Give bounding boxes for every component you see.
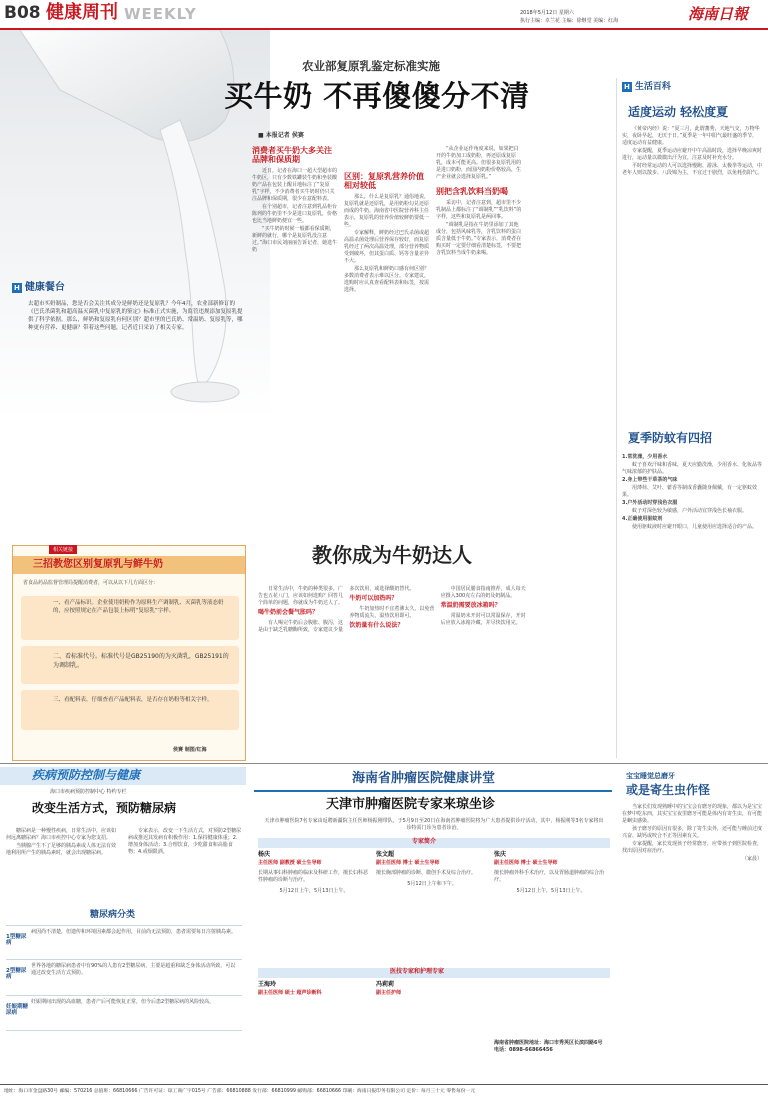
byline: ■ 本报记者 侯赛 [258, 132, 304, 139]
editors: 执行主编：卓兰花 主编：徐继堂 美编：红海 [520, 18, 619, 24]
hk-logo-icon: H [14, 283, 20, 292]
canteen-tag [12, 282, 65, 294]
paragraph: 平时经常运动的人可以选择慢跑、游泳、太极拳等运动，中老年人则以散步、八段锦为主，不宜过于剧烈，以免耗伤阳气。 [622, 163, 763, 176]
paragraph: 那么，什么是复原乳？通俗地说，复原乳就是还原乳，是用奶粉勾兑还原而成的牛奶。海南省中医院营养科主任表示，复原乳的营养价值较鲜奶要低一些。 [344, 194, 430, 229]
footer-rule [0, 1084, 768, 1085]
milk-expert-subhead: 常温奶需要放冰箱吗？ [440, 602, 501, 609]
sidebar-article3-title: 或是寄生虫作怪 [626, 783, 711, 797]
paragraph: 用薄荷、艾叶、藿香等制成香囊随身佩戴，有一定驱蚊效果。 [622, 485, 758, 498]
expert-time: 5月12日上午和下午。 [407, 880, 457, 887]
staff-title: 副主任医师 硕士 超声诊断科 [258, 989, 322, 996]
paragraph: 专家提醒，家长发现孩子经常磨牙，应带孩子到医院检查，找出原因对症治疗。 [622, 841, 763, 854]
column-b [344, 146, 430, 295]
staff-name: 冯莉莉 [376, 981, 395, 988]
tips-item-3-text: 三、看配料表。仔细查看产品配料表，是否存在奶粉等相关字样。 [53, 697, 213, 703]
paragraph: 孩子磨牙的原因有很多，除了寄生虫外，还可能与睡前过度兴奋、缺钙或咬合不正等因素有关。 [622, 826, 763, 839]
diabetes-table [6, 925, 242, 1031]
column-c [436, 146, 522, 258]
paragraph: 日常生活中，牛奶的种类很多，广告也五花八门，应该如何选购？回答几个简单的问题，你就成为牛奶达人了。 [258, 586, 344, 606]
milk-expert-subhead: 牛奶可以加热吗？ [349, 595, 398, 602]
tips-tag: 相关链接 [49, 545, 77, 554]
table-row [6, 959, 242, 995]
paragraph: 1.常洗澡，少用香水 [622, 454, 668, 460]
expert-card-2 [376, 852, 488, 888]
hk-logo-icon: H [624, 83, 630, 92]
expert-title: 副主任医师 博士 硕士生导师 [376, 859, 440, 866]
column-a-subhead: 消费者买牛奶大多关注品牌和保质期 [252, 146, 332, 165]
tumor-contact: 海南省肿瘤医院地址：海口市秀英区长滨四路6号 电话：0898-66866456 [494, 1040, 603, 1053]
section-rule [0, 763, 768, 764]
issue-date: 2018年5月12日 星期六 [520, 10, 574, 16]
expert-name: 杨庆 [258, 851, 271, 858]
weekly-label: WEEKLY [124, 5, 197, 23]
expert-card-3 [494, 852, 608, 895]
expert-name: 张文超 [376, 851, 395, 858]
paragraph: 4.正确使用驱蚊剂 [622, 516, 663, 522]
diabetes-title: 改变生活方式，预防糖尿病 [32, 801, 177, 815]
diabetes-banner-title: 疾病预防控制与健康 [32, 768, 141, 782]
tips-title: 三招教您区别复原乳与鲜牛奶 [33, 559, 163, 570]
paragraph: 蚊子对深色较为敏感，户外活动宜穿浅色长袖衣服。 [632, 508, 748, 514]
expert-desc: 擅长肿瘤外科手术治疗，以及胃肠道肿瘤的综合治疗。 [494, 869, 605, 883]
canteen-tag-label: 健康餐台 [24, 282, 65, 293]
paragraph: 当胰腺产生不了足够的胰岛素或人体无法有效地利用所产生的胰岛素时，就会出现糖尿病。 [6, 843, 117, 856]
table-row-desc: 病因尚不清楚，但遗传和环境因素都会起作用，目前尚无法预防，患者需要每日注射胰岛素。 [31, 929, 237, 935]
canteen-intro: 去超市买奶制品，您是否会关注其成分是鲜奶还是复原乳？今年4月，农业部新修订的《巴氏杀菌乳和超高温灭菌乳中复原乳的鉴定》标准正式实施，为监管违规添加复原乳提供了科学依据。那么，鲜奶和复原乳有何区别？超市里的巴氏奶、常温奶、复原乳等，哪种更有营养、更健康？带着这些问题，记者近日采访了相关专家。 [28, 301, 243, 331]
staff-name: 王海玲 [258, 981, 277, 988]
tips-item-1-text: 一、看产品标识。企业使用奶粉作为原料生产调制乳、灭菌乳等液态奶的，应按照规定在产品包装上标明“复原乳”字样。 [53, 600, 224, 614]
tumor-title: 天津市肿瘤医院专家来琼坐诊 [326, 797, 496, 812]
diabetes-sub: 海口市疾病预防控制中心 特约专栏 [50, 789, 127, 795]
footer-text: 地址：海口市金盘路30号 邮编：570216 总值班：66810666 广告许可证：琼工商广字015号 广告部：66810888 发行部：66810999 邮购部：66810666 印刷：海南日报印务有限公司 定价：每月三十元 零售每份一元 [4, 1089, 476, 1094]
tips-item-2-text: 二、看标准代号。标准代号是GB25190的为灭菌乳，GB25191的为调制乳。 [53, 653, 229, 669]
paragraph: 牛奶加热时不宜煮沸太久，以免营养物质流失，温热饮用即可。 [349, 605, 435, 619]
paragraph: 《黄帝内经》说：“夏三月，此谓蕃秀，天地气交，万物华实，夜卧早起，无厌于日。”夏季是一年中阳气最旺盛的季节，适度运动有益健康。 [622, 126, 760, 146]
staff-bar-title: 医技专家和护理专家 [390, 968, 445, 975]
paragraph: 采访中，记者注意到，超市里不少乳制品上都标注了“调制乳”“乳饮料”的字样，这些和复原乳是两回事。 [436, 200, 522, 221]
tips-box [12, 545, 246, 761]
sidebar-article1-title: 适度运动 轻松度夏 [628, 105, 729, 119]
expert-title: 副主任医师 博士 硕士生导师 [494, 859, 558, 866]
tips-credit: 侯赛 制图/红海 [173, 747, 207, 753]
table-row-label: 1型糖尿病 [6, 934, 27, 947]
sidebar-tag-label: 生活百科 [634, 82, 671, 92]
table-row-label: 2型糖尿病 [6, 968, 27, 981]
staff-card-1 [258, 982, 370, 996]
paragraph: 专家提醒，夏季运动应避开中午高温时段，选择早晚凉爽时进行，运动量以微微出汗为宜，注意及时补充水分。 [622, 148, 763, 161]
paragraph: 近日，记者在海口一超大型超市的牛奶区，只有少数铁罐装牛奶和坐装酸奶产品在包装上醒目地标注了“复原乳”字样，不少消费者买牛奶时仍只关注品牌和保质期，很少在意配料表。 [252, 168, 338, 203]
milk-expert-title: 教你成为牛奶达人 [312, 543, 472, 567]
milk-expert-subhead: 喝牛奶前会餐气胀吗？ [258, 609, 319, 616]
table-row [6, 995, 242, 1031]
expert-time: 5月12日上午，5月13日上午。 [516, 887, 586, 894]
table-row-desc: 世界各地的糖尿病患者中有90%的人患有2型糖尿病，主要是超重和缺乏身体活动所致，可以通过改变生活方式预防。 [31, 963, 236, 976]
masthead [0, 0, 768, 30]
diabetes-table-title: 糖尿病分类 [90, 910, 136, 920]
page-number: B08 [4, 3, 41, 23]
paragraph: 3.户外活动时穿浅色衣服 [622, 500, 678, 506]
paragraph: 使用驱蚊液时应避开眼口，儿童使用应选择适合的产品。 [632, 524, 758, 530]
table-row [6, 925, 242, 959]
tumor-intro: 天津市肿瘤医院7名专家由返聘新疆院主任医师杨振刚带队，于5月9日至20日在海南省肿瘤医院将为广大患者提供诊疗活动，其中，杨振刚等3名专家将出诊特需门诊为患者诊治。 [264, 818, 604, 831]
staff-card-2 [376, 982, 488, 996]
paragraph: 中国居民膳食指南推荐，成人每天应摄入300克左右的奶及奶制品。 [440, 586, 526, 599]
column-a [252, 146, 338, 255]
paragraph: 常温奶未开封可以常温保存，开封后应放入冰箱冷藏，并尽快饮用完。 [440, 612, 526, 626]
sidebar-article3-body [622, 804, 762, 864]
expert-desc: 擅长胸部肿瘤的诊断、微创手术及综合治疗。 [376, 869, 477, 876]
sidebar-article1-body [622, 126, 762, 178]
section-title: 健康周刊 [46, 2, 118, 23]
paper-logo: 海南日報 [688, 5, 749, 23]
expert-card-1 [258, 852, 370, 895]
paragraph: “买牛奶的时候一般都看保质期，新鲜的就行，哪个是复原乳没注意过。”海口市民刘丽丽告诉记者，她选牛奶 [252, 226, 338, 254]
tumor-banner-title: 海南省肿瘤医院健康讲堂 [352, 771, 496, 786]
tips-intro: 省食品药品监督管理局提醒消费者，可以从以下几方面区分： [23, 580, 159, 586]
column-b-subhead: 区别：复原乳营养价值相对较低 [344, 172, 424, 191]
sidebar-article2-title: 夏季防蚊有四招 [628, 431, 713, 445]
expert-name: 张庆 [494, 851, 507, 858]
expert-time: 5月12日上午，5月13日上午。 [279, 887, 349, 894]
paragraph: 专家表示，改变一下生活方式，对预防2型糖尿病或推迟其发病有积极作用：1.保持健康体重；2.增加身体活动；3.合理饮食，少吃甜食和高脂食物；4.戒烟限酒。 [128, 828, 242, 855]
table-row-desc: 妊娠期间出现的高血糖，患者产后可能恢复正常，但今后患2型糖尿病的风险较高。 [31, 999, 215, 1005]
paragraph: 2.身上带些干草茶的气味 [622, 477, 678, 483]
staff-title: 副主任护师 [376, 989, 402, 996]
author: （家晨） [741, 856, 762, 862]
paragraph: 专家解释，鲜奶经过巴氏杀菌或超高温杀菌处理后营养保存较好，而复原乳经过了两次高温处理，部分营养物质受到破坏，但其蛋白质、钙等含量差异不大。 [344, 230, 430, 265]
paragraph: 当家长们发现熟睡中的宝宝会有磨牙的现象，都以为是宝宝在梦中吃东西，其实宝宝夜里磨牙可能是体内有寄生虫，有可能是蛔虫感染。 [622, 804, 763, 824]
paragraph: “从企业运作角度来说，如果把白开的牛奶加工成奶粉，再还原成复原乳，成本可能更高。但很多复原乳用的是进口奶粉，而国内奶粉价格较高，生产企业就会选择复原乳。” [436, 146, 522, 180]
headline-kicker: 农业部复原乳鉴定标准实施 [302, 59, 440, 73]
paragraph: 蚊子喜欢汗味和香味，夏天应勤洗澡，少用香水、化妆品等气味浓郁的护肤品。 [622, 462, 763, 475]
paragraph: 那么复原乳和鲜奶口感有何区别？多数消费者表示难以区分。专家建议，选购时应认真查看配料表和标签，按需选择。 [344, 266, 430, 294]
column-divider [616, 78, 617, 758]
sidebar-article3-kicker: 宝宝睡觉总磨牙 [626, 772, 675, 780]
tumor-schedule-title: 专家简介 [412, 838, 437, 845]
paragraph: “调制乳是指在牛奶里添加了其他成分，包括风味乳等，含乳饮料的蛋白质含量低于牛奶。”专家表示，消费者在购买时一定要仔细看清楚标签，不要把含乳饮料当成牛奶来喝。 [436, 222, 522, 257]
expert-title: 主任医师 副教授 硕士生导师 [258, 859, 322, 866]
column-c-subhead: 别把含乳饮料当奶喝 [436, 187, 508, 196]
sidebar-article2-body [622, 454, 762, 532]
paragraph: 在个别超市，记者注意到乳品柜台陈列的牛奶里不少是进口复原乳，价格也比当地鲜奶便宜一些。 [252, 204, 338, 225]
expert-desc: 长期从事妇科肿瘤的临床及科研工作，擅长妇科恶性肿瘤的诊断与治疗。 [258, 869, 369, 883]
milk-expert-body [258, 586, 526, 634]
canteen-box [12, 282, 244, 344]
milk-expert-subhead: 饮奶量有什么说法？ [349, 621, 404, 629]
paragraph: 有人喝完牛奶后会腹胀、腹泻，这是由于缺乏乳糖酶所致，专家建议少量多次饮用，或选择酸奶替代。 [258, 586, 415, 633]
diabetes-body [6, 828, 242, 858]
paragraph: 糖尿病是一种慢性疾病，日常生活中，应该如何远离糖尿病？海口市疾控中心专家为您支招。 [6, 828, 117, 841]
sidebar-tag [622, 82, 671, 92]
table-row-label: 妊娠期糖尿病 [6, 1004, 29, 1017]
headline-title: 买牛奶 不再傻傻分不清 [224, 79, 530, 113]
